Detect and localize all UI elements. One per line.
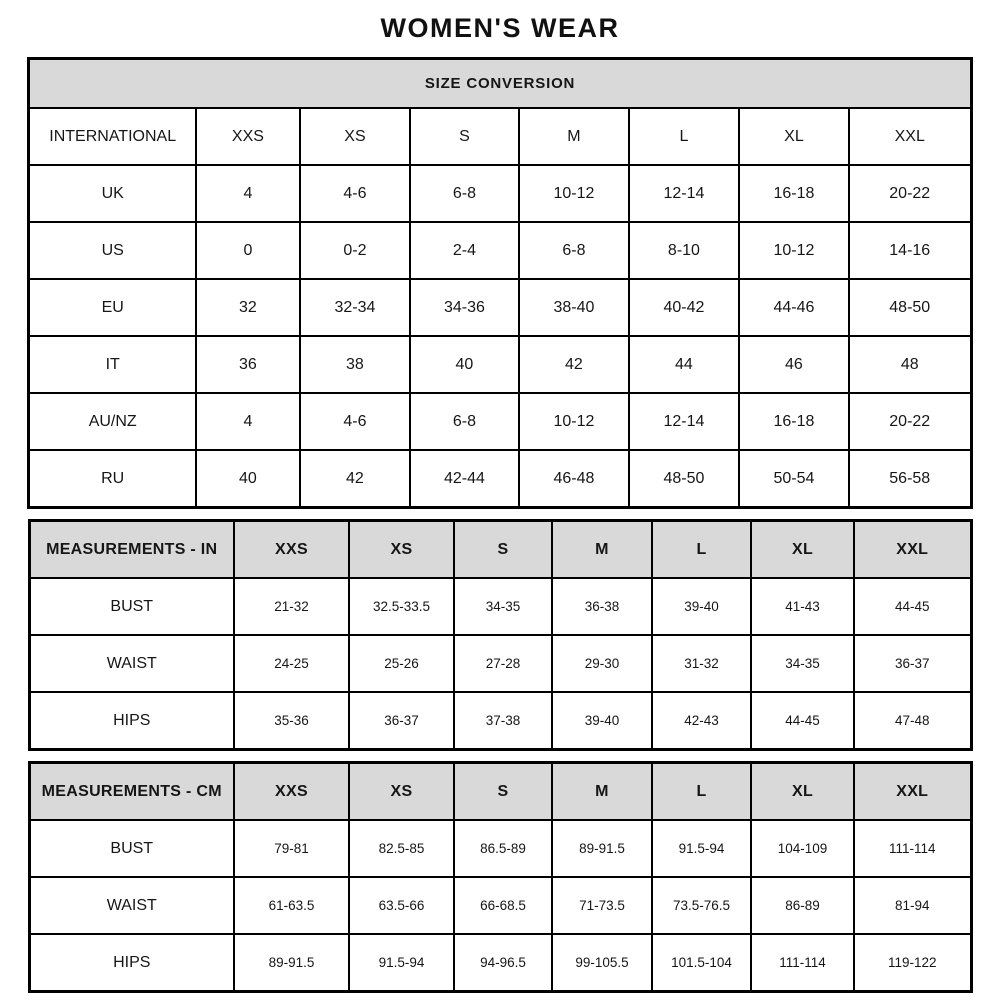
- size-header-row: [29, 108, 971, 165]
- cell: 56-58: [849, 450, 971, 508]
- cell: 39-40: [652, 578, 751, 635]
- cell: 36: [196, 336, 300, 393]
- cell: 99-105.5: [552, 934, 652, 992]
- measurements-in-header-row: [29, 521, 971, 579]
- cell: 42-43: [652, 692, 751, 750]
- cell: 50-54: [739, 450, 849, 508]
- cell: 66-68.5: [454, 877, 552, 934]
- cell: 31-32: [652, 635, 751, 692]
- row-label: IT: [29, 336, 196, 393]
- size-header-cell: XXL: [854, 763, 971, 821]
- row-label: HIPS: [29, 692, 234, 750]
- cell: 4-6: [300, 393, 410, 450]
- cell: 2-4: [410, 222, 519, 279]
- row-label: RU: [29, 450, 196, 508]
- cell: 61-63.5: [234, 877, 349, 934]
- row-label: WAIST: [29, 877, 234, 934]
- cell: 91.5-94: [652, 820, 751, 877]
- cell: 47-48: [854, 692, 971, 750]
- cell: 119-122: [854, 934, 971, 992]
- cell: 32: [196, 279, 300, 336]
- table-row: [29, 165, 971, 222]
- size-header-cell: XXL: [849, 108, 971, 165]
- cell: 48-50: [849, 279, 971, 336]
- cell: 32.5-33.5: [349, 578, 454, 635]
- cell: 40: [410, 336, 519, 393]
- cell: 21-32: [234, 578, 349, 635]
- row-label: BUST: [29, 820, 234, 877]
- cell: 27-28: [454, 635, 552, 692]
- table-row: [29, 820, 971, 877]
- page-title: WOMEN'S WEAR: [380, 13, 620, 43]
- size-header-cell: XS: [349, 521, 454, 579]
- cell: 20-22: [849, 393, 971, 450]
- size-header-cell: XL: [751, 763, 854, 821]
- cell: 44: [629, 336, 739, 393]
- size-header-cell: XXS: [234, 763, 349, 821]
- table-row: [29, 450, 971, 508]
- size-header-cell: L: [652, 521, 751, 579]
- size-header-cell: XXS: [196, 108, 300, 165]
- cell: 42: [519, 336, 629, 393]
- cell: 32-34: [300, 279, 410, 336]
- size-header-cell: M: [519, 108, 629, 165]
- cell: 89-91.5: [234, 934, 349, 992]
- row-label: EU: [29, 279, 196, 336]
- size-conversion-header: SIZE CONVERSION: [29, 59, 971, 109]
- cell: 94-96.5: [454, 934, 552, 992]
- cell: 4: [196, 393, 300, 450]
- table-title-row: [29, 59, 971, 109]
- cell: 71-73.5: [552, 877, 652, 934]
- cell: 42: [300, 450, 410, 508]
- size-header-cell: XL: [739, 108, 849, 165]
- cell: 89-91.5: [552, 820, 652, 877]
- row-label-header: INTERNATIONAL: [29, 108, 196, 165]
- table-row: [29, 934, 971, 992]
- cell: 44-45: [854, 578, 971, 635]
- cell: 4: [196, 165, 300, 222]
- cell: 6-8: [519, 222, 629, 279]
- cell: 79-81: [234, 820, 349, 877]
- row-label: HIPS: [29, 934, 234, 992]
- cell: 63.5-66: [349, 877, 454, 934]
- row-label: US: [29, 222, 196, 279]
- table-row: [29, 222, 971, 279]
- cell: 8-10: [629, 222, 739, 279]
- size-header-cell: XS: [300, 108, 410, 165]
- cell: 35-36: [234, 692, 349, 750]
- cell: 0: [196, 222, 300, 279]
- size-header-cell: L: [652, 763, 751, 821]
- cell: 48: [849, 336, 971, 393]
- size-header-cell: XS: [349, 763, 454, 821]
- size-header-cell: XL: [751, 521, 854, 579]
- cell: 12-14: [629, 165, 739, 222]
- cell: 38-40: [519, 279, 629, 336]
- cell: 34-35: [751, 635, 854, 692]
- cell: 101.5-104: [652, 934, 751, 992]
- row-label: BUST: [29, 578, 234, 635]
- cell: 16-18: [739, 393, 849, 450]
- cell: 25-26: [349, 635, 454, 692]
- table-row: [29, 279, 971, 336]
- measurements-cm-header-row: [29, 763, 971, 821]
- cell: 6-8: [410, 165, 519, 222]
- cell: 29-30: [552, 635, 652, 692]
- size-header-cell: S: [454, 521, 552, 579]
- size-header-cell: S: [410, 108, 519, 165]
- cell: 38: [300, 336, 410, 393]
- measurements-cm-table: [28, 761, 973, 993]
- cell: 36-37: [349, 692, 454, 750]
- row-label: UK: [29, 165, 196, 222]
- size-header-cell: XXL: [854, 521, 971, 579]
- cell: 46: [739, 336, 849, 393]
- table-row: [29, 578, 971, 635]
- cell: 48-50: [629, 450, 739, 508]
- size-header-cell: S: [454, 763, 552, 821]
- cell: 82.5-85: [349, 820, 454, 877]
- size-conversion-table: [27, 57, 972, 509]
- cell: 10-12: [519, 165, 629, 222]
- size-header-cell: M: [552, 521, 652, 579]
- cell: 36-37: [854, 635, 971, 692]
- table-row: [29, 336, 971, 393]
- cell: 40-42: [629, 279, 739, 336]
- table-row: [29, 877, 971, 934]
- cell: 91.5-94: [349, 934, 454, 992]
- cell: 44-46: [739, 279, 849, 336]
- size-header-cell: M: [552, 763, 652, 821]
- row-label: AU/NZ: [29, 393, 196, 450]
- row-label: WAIST: [29, 635, 234, 692]
- cell: 24-25: [234, 635, 349, 692]
- cell: 0-2: [300, 222, 410, 279]
- cell: 16-18: [739, 165, 849, 222]
- table-row: [29, 393, 971, 450]
- cell: 10-12: [739, 222, 849, 279]
- cell: 46-48: [519, 450, 629, 508]
- cell: 4-6: [300, 165, 410, 222]
- cell: 73.5-76.5: [652, 877, 751, 934]
- cell: 86-89: [751, 877, 854, 934]
- cell: 10-12: [519, 393, 629, 450]
- cell: 81-94: [854, 877, 971, 934]
- cell: 41-43: [751, 578, 854, 635]
- table-row: [29, 692, 971, 750]
- cell: 20-22: [849, 165, 971, 222]
- cell: 111-114: [751, 934, 854, 992]
- cell: 39-40: [552, 692, 652, 750]
- cell: 44-45: [751, 692, 854, 750]
- cell: 14-16: [849, 222, 971, 279]
- cell: 104-109: [751, 820, 854, 877]
- cell: 111-114: [854, 820, 971, 877]
- cell: 6-8: [410, 393, 519, 450]
- table-row: [29, 635, 971, 692]
- cell: 34-36: [410, 279, 519, 336]
- cell: 34-35: [454, 578, 552, 635]
- measurements-in-header: MEASUREMENTS - IN: [29, 521, 234, 579]
- size-header-cell: XXS: [234, 521, 349, 579]
- cell: 12-14: [629, 393, 739, 450]
- cell: 37-38: [454, 692, 552, 750]
- cell: 42-44: [410, 450, 519, 508]
- measurements-in-table: [28, 519, 973, 751]
- size-header-cell: L: [629, 108, 739, 165]
- cell: 36-38: [552, 578, 652, 635]
- cell: 86.5-89: [454, 820, 552, 877]
- measurements-cm-header: MEASUREMENTS - CM: [29, 763, 234, 821]
- cell: 40: [196, 450, 300, 508]
